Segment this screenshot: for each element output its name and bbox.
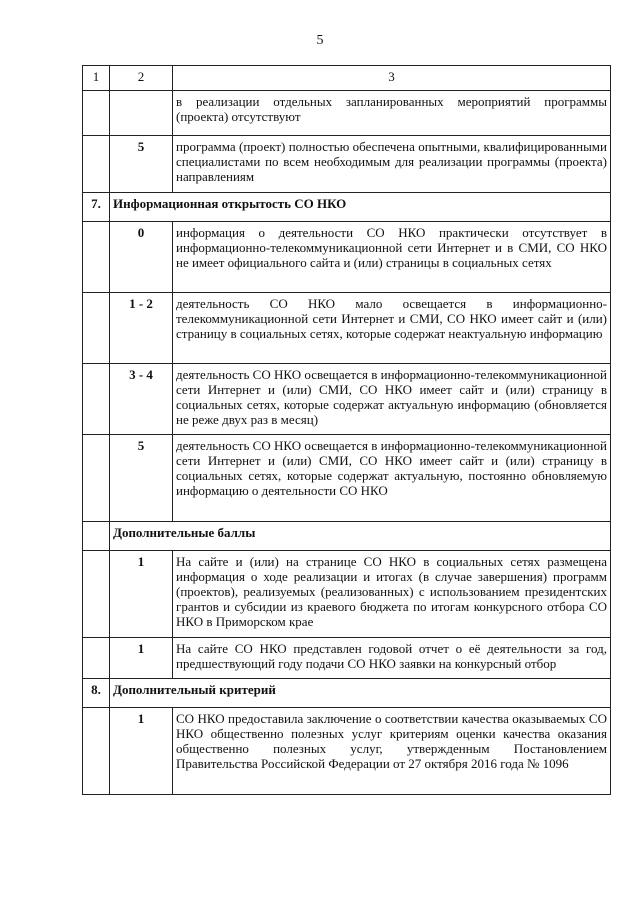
table-row — [83, 136, 611, 193]
section-number: 7. — [83, 193, 110, 222]
table-row — [83, 364, 611, 435]
criterion-text: информация о деятельности СО НКО практически отсутствует в информационно-телекоммуникационной сети Интернет и в СМИ, СО НКО не имеет официального сайта и (или) страницы в социальных сетях — [173, 222, 611, 293]
additional-points-row — [83, 522, 611, 551]
score-cell: 5 — [110, 435, 173, 522]
criterion-text: СО НКО предоставила заключение о соответствии качества оказываемых СО НКО общественно полезных услуг критериям оценки качества оказания общественно полезных услуг, утвержденным Постановлением Правительства Российской Федерации от 27 октября 2016 года № 1096 — [173, 708, 611, 795]
continuation-text: в реализации отдельных запланированных мероприятий программы (проекта) отсутствуют — [173, 91, 611, 136]
section-title: Информационная открытость СО НКО — [110, 193, 611, 222]
empty-cell — [83, 551, 110, 638]
empty-cell — [83, 222, 110, 293]
section-title: Дополнительный критерий — [110, 679, 611, 708]
section-row-8 — [83, 679, 611, 708]
page-number: 5 — [316, 33, 324, 48]
score-cell: 1 - 2 — [110, 293, 173, 364]
score-cell: 0 — [110, 222, 173, 293]
header-col-3: 3 — [173, 66, 611, 91]
empty-cell — [83, 91, 110, 136]
empty-cell — [83, 522, 110, 551]
score-cell: 1 — [110, 708, 173, 795]
criterion-text: На сайте СО НКО представлен годовой отчет о её деятельности за год, предшествующий году подачи СО НКО заявки на конкурсный отбор — [173, 638, 611, 679]
empty-cell — [83, 364, 110, 435]
criterion-text: программа (проект) полностью обеспечена опытными, квалифицированными специалистами по всем необходимым для реализации программы (проекта) направлениям — [173, 136, 611, 193]
score-cell: 1 — [110, 551, 173, 638]
table-row — [83, 435, 611, 522]
table-row — [83, 293, 611, 364]
empty-cell — [83, 638, 110, 679]
score-cell: 3 - 4 — [110, 364, 173, 435]
table-row — [83, 638, 611, 679]
score-cell: 1 — [110, 638, 173, 679]
empty-cell — [110, 91, 173, 136]
criteria-table — [82, 65, 611, 795]
table-row — [83, 551, 611, 638]
section-number: 8. — [83, 679, 110, 708]
empty-cell — [83, 293, 110, 364]
empty-cell — [83, 136, 110, 193]
empty-cell — [83, 435, 110, 522]
header-col-1: 1 — [83, 66, 110, 91]
score-cell: 5 — [110, 136, 173, 193]
criterion-text: деятельность СО НКО освещается в информационно-телекоммуникационной сети Интернет и (или) СМИ, СО НКО имеет сайт и (или) страницу в социальных сетях, которые содержат актуальную информацию (обновляется не реже двух раз в месяц) — [173, 364, 611, 435]
header-col-2: 2 — [110, 66, 173, 91]
section-row-7 — [83, 193, 611, 222]
table-row — [83, 91, 611, 136]
table-row — [83, 222, 611, 293]
section-title: Дополнительные баллы — [110, 522, 611, 551]
table-row — [83, 708, 611, 795]
table-header-row — [83, 66, 611, 91]
criterion-text: деятельность СО НКО мало освещается в информационно-телекоммуникационной сети Интернет и СМИ, СО НКО имеет сайт и (или) страницу в социальных сетях, которые содержат неактуальную информацию — [173, 293, 611, 364]
criterion-text: деятельность СО НКО освещается в информационно-телекоммуникационной сети Интернет и (или) СМИ, СО НКО имеет сайт и (или) страницу в социальных сетях, которые содержат актуальную, постоянно обновляемую информацию о деятельности СО НКО — [173, 435, 611, 522]
criterion-text: На сайте и (или) на странице СО НКО в социальных сетях размещена информация о ходе реализации и итогах (в случае завершения) программ (проектов), реализуемых (реализованных) с использованием президентских грантов и субсидии из краевого бюджета по итогам конкурсного отбора СО НКО в Приморском крае — [173, 551, 611, 638]
empty-cell — [83, 708, 110, 795]
